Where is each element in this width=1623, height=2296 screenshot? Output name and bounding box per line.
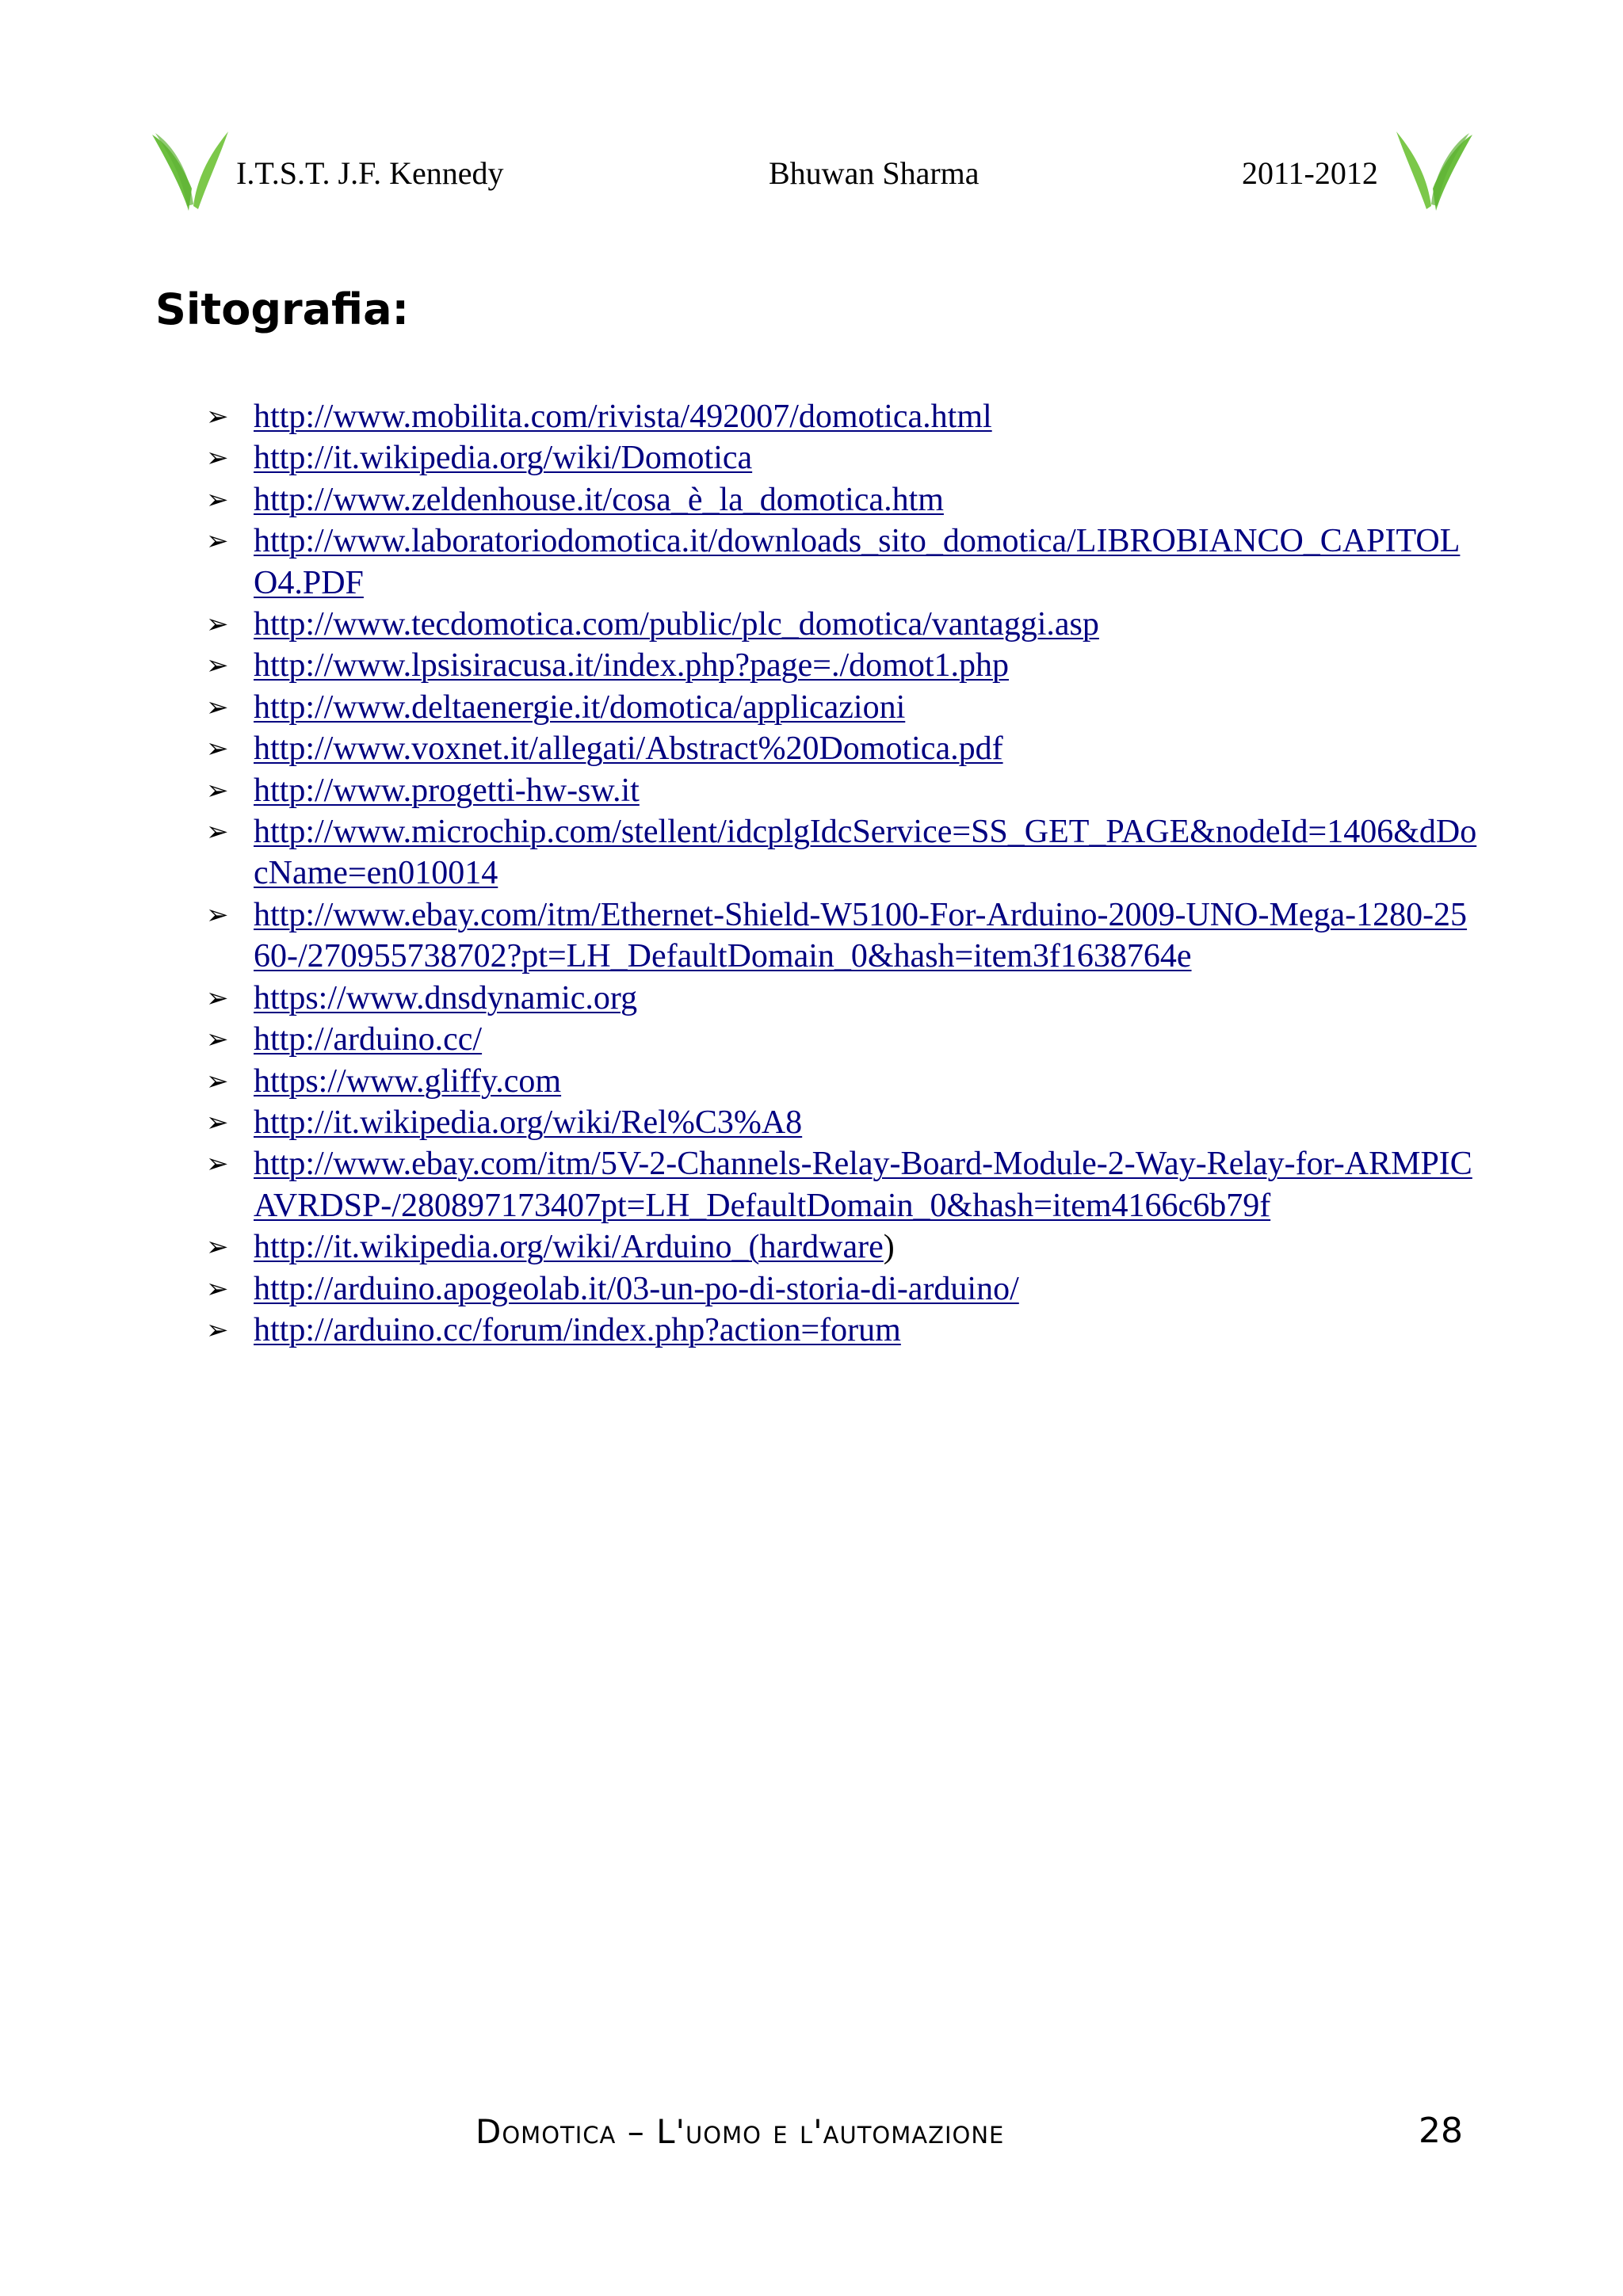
sitography-link[interactable]: http://it.wikipedia.org/wiki/Rel%C3%A8 xyxy=(254,1104,803,1141)
sitography-link[interactable]: http://www.tecdomotica.com/public/plc_domotica/vantaggi.asp xyxy=(254,606,1099,643)
list-item xyxy=(206,1226,1482,1268)
arrow-bullet-icon: ➢ xyxy=(206,1148,229,1180)
sitography-link[interactable]: http://www.mobilita.com/rivista/492007/domotica.html xyxy=(254,399,992,435)
list-item xyxy=(206,1019,1482,1060)
sitography-link[interactable]: http://arduino.cc/forum/index.php?action=forum xyxy=(254,1311,901,1348)
arrow-bullet-icon: ➢ xyxy=(206,774,229,807)
footer-title: Domotica – L'uomo e l'automazione xyxy=(475,2112,1005,2151)
list-item xyxy=(206,770,1482,811)
arrow-bullet-icon: ➢ xyxy=(206,816,229,849)
list-item xyxy=(206,1143,1482,1226)
list-item xyxy=(206,811,1482,894)
arrow-bullet-icon: ➢ xyxy=(206,483,229,516)
sitography-link[interactable]: http://www.laboratoriodomotica.it/downloads_sito_domotica/LIBROBIANCO_CAPITOLO4.PDF xyxy=(254,523,1461,601)
list-item xyxy=(206,687,1482,728)
arrow-bullet-icon: ➢ xyxy=(206,608,229,641)
section-title: Sitografia: xyxy=(155,284,410,334)
arrow-bullet-icon: ➢ xyxy=(206,401,229,433)
sitography-link[interactable]: http://www.progetti-hw-sw.it xyxy=(254,772,640,809)
list-item xyxy=(206,604,1482,645)
header-year: 2011-2012 xyxy=(1242,155,1378,191)
sitography-link[interactable]: http://www.ebay.com/itm/5V-2-Channels-Relay-Board-Module-2-Way-Relay-for-ARMPICAVRDSP-/280897173407pt=LH_DefaultDomain_0&hash=item4166c6b79f xyxy=(254,1146,1472,1224)
sitography-link[interactable]: http://it.wikipedia.org/wiki/Domotica xyxy=(254,440,753,477)
arrow-bullet-icon: ➢ xyxy=(206,650,229,682)
list-item xyxy=(206,396,1482,437)
arrow-bullet-icon: ➢ xyxy=(206,733,229,765)
arrow-bullet-icon: ➢ xyxy=(206,1024,229,1056)
list-item xyxy=(206,1268,1482,1310)
link-trailing-text: ) xyxy=(883,1229,895,1266)
sitography-link[interactable]: http://www.deltaenergie.it/domotica/applicazioni xyxy=(254,688,906,726)
arrow-bullet-icon: ➢ xyxy=(206,1065,229,1097)
arrow-bullet-icon: ➢ xyxy=(206,442,229,475)
arrow-bullet-icon: ➢ xyxy=(206,1272,229,1305)
green-sprout-icon xyxy=(151,127,230,214)
arrow-bullet-icon: ➢ xyxy=(206,1231,229,1264)
sitography-link[interactable]: http://www.lpsisiracusa.it/index.php?page=./domot1.php xyxy=(254,647,1009,685)
green-sprout-icon xyxy=(1395,127,1474,214)
list-item xyxy=(206,479,1482,521)
list-item xyxy=(206,894,1482,978)
list-item xyxy=(206,437,1482,479)
sitography-list xyxy=(206,396,1482,1351)
list-item xyxy=(206,978,1482,1019)
header-author: Bhuwan Sharma xyxy=(769,155,980,191)
arrow-bullet-icon: ➢ xyxy=(206,525,229,558)
arrow-bullet-icon: ➢ xyxy=(206,1314,229,1346)
sitography-link[interactable]: http://arduino.cc/ xyxy=(254,1021,483,1058)
sitography-link[interactable]: http://www.microchip.com/stellent/idcplgIdcService=SS_GET_PAGE&nodeId=1406&dDocName=en010014 xyxy=(254,814,1477,892)
arrow-bullet-icon: ➢ xyxy=(206,1106,229,1138)
arrow-bullet-icon: ➢ xyxy=(206,898,229,931)
arrow-bullet-icon: ➢ xyxy=(206,691,229,723)
page-number: 28 xyxy=(1419,2111,1463,2151)
list-item xyxy=(206,728,1482,769)
list-item xyxy=(206,1102,1482,1143)
sitography-link[interactable]: http://www.zeldenhouse.it/cosa_è_la_domotica.htm xyxy=(254,481,944,518)
sitography-link[interactable]: https://www.gliffy.com xyxy=(254,1062,562,1100)
sitography-link[interactable]: https://www.dnsdynamic.org xyxy=(254,979,638,1016)
arrow-bullet-icon: ➢ xyxy=(206,982,229,1014)
header-school: I.T.S.T. J.F. Kennedy xyxy=(236,155,504,191)
page-header xyxy=(0,0,1623,222)
list-item xyxy=(206,521,1482,604)
list-item xyxy=(206,645,1482,686)
sitography-link[interactable]: http://www.voxnet.it/allegati/Abstract%20Domotica.pdf xyxy=(254,730,1003,768)
sitography-link[interactable]: http://arduino.apogeolab.it/03-un-po-di-storia-di-arduino/ xyxy=(254,1270,1019,1307)
sitography-link[interactable]: http://www.ebay.com/itm/Ethernet-Shield-W5100-For-Arduino-2009-UNO-Mega-1280-2560-/270955738702?pt=LH_DefaultDomain_0&hash=item3f1638764e xyxy=(254,896,1468,975)
list-item xyxy=(206,1061,1482,1102)
sitography-link[interactable]: http://it.wikipedia.org/wiki/Arduino_(hardware xyxy=(254,1229,884,1266)
list-item xyxy=(206,1310,1482,1351)
